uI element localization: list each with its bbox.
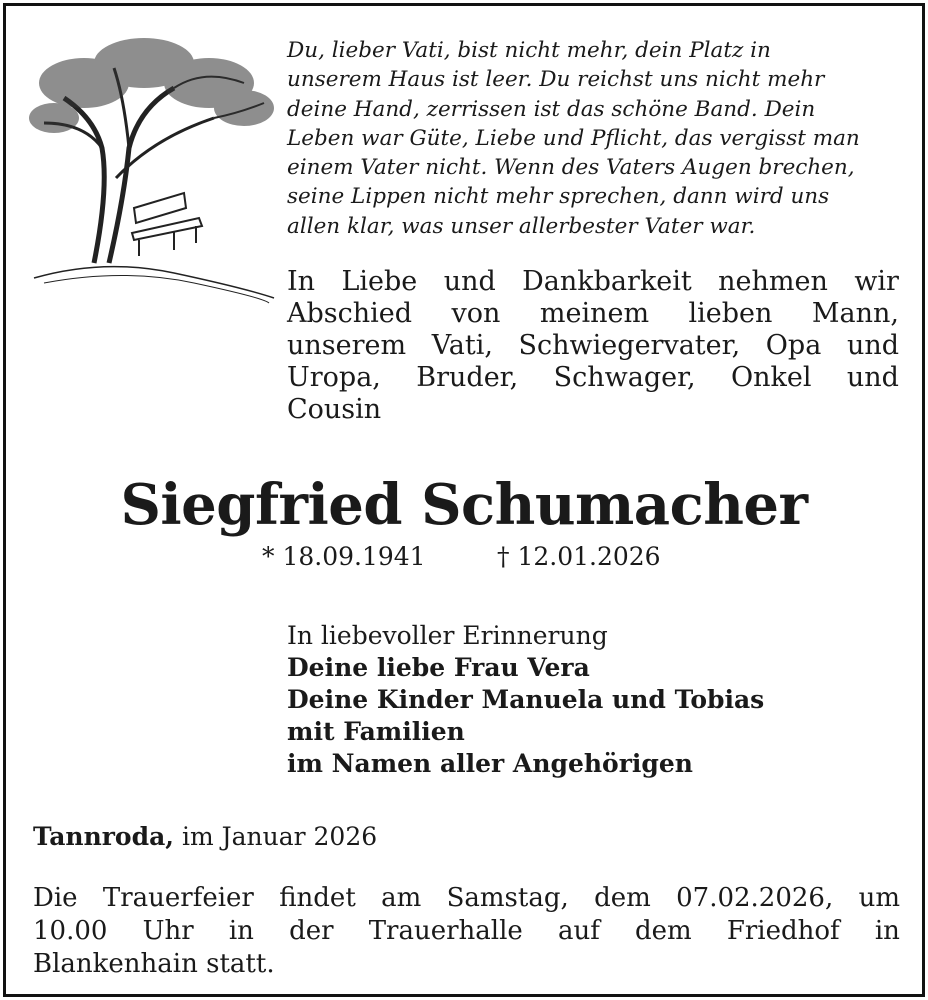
word: Opa [765, 330, 822, 361]
farewell-last-line: Cousin [287, 394, 382, 425]
word: der [289, 916, 334, 946]
signature-line: im Namen aller Angehörigen [287, 749, 693, 778]
word: in [874, 916, 900, 946]
word: 10.00 [33, 916, 108, 946]
word: dem [594, 883, 651, 913]
birth-date: * 18.09.1941 [262, 542, 426, 571]
word: Uropa, [287, 362, 381, 393]
deceased-name: Siegfried Schumacher [120, 472, 808, 538]
word: Abschied [287, 298, 413, 329]
word: Bruder, [416, 362, 519, 393]
signature-line: mit Familien [287, 717, 465, 746]
word: dem [634, 916, 692, 946]
word: und [846, 330, 899, 361]
word: unserem [287, 330, 407, 361]
funeral-service-info [33, 882, 900, 981]
word: Dankbarkeit [522, 266, 692, 297]
poem-line: seine Lippen nicht mehr sprechen, dann wird uns [287, 184, 830, 210]
signature-line: Deine Kinder Manuela und Tobias [287, 685, 765, 714]
tree-and-bench-illustration [24, 28, 278, 308]
farewell-paragraph [287, 266, 899, 426]
farewell-line [287, 330, 899, 362]
month-year: im Januar 2026 [174, 822, 378, 851]
service-line [33, 882, 900, 915]
word: Onkel [731, 362, 812, 393]
word: Samstag, [446, 883, 569, 913]
service-last-line: Blankenhain statt. [33, 949, 275, 979]
poem-line: unserem Haus ist leer. Du reichst uns nicht mehr [287, 67, 825, 93]
signature-line: Deine liebe Frau Vera [287, 653, 590, 682]
word: am [381, 883, 422, 913]
memorial-poem [287, 36, 907, 241]
word: von [451, 298, 501, 329]
farewell-line [287, 266, 899, 298]
word: lieben [688, 298, 773, 329]
word: wir [854, 266, 899, 297]
word: und [846, 362, 899, 393]
word: findet [279, 883, 356, 913]
poem-line: deine Hand, zerrissen ist das schöne Band. Dein [287, 96, 816, 122]
town: Tannroda, [33, 822, 174, 851]
farewell-line [287, 362, 899, 394]
place-and-date [33, 820, 377, 854]
poem-line: allen klar, was unser allerbester Vater war. [287, 213, 756, 239]
word: meinem [539, 298, 650, 329]
word: Die [33, 883, 78, 913]
death-date: † 12.01.2026 [497, 542, 661, 571]
farewell-line [287, 298, 899, 330]
word: Friedhof [726, 916, 840, 946]
poem-line: Leben war Güte, Liebe und Pflicht, das vergisst man [287, 125, 860, 151]
word: Schwager, [553, 362, 696, 393]
word: um [858, 883, 900, 913]
word: Mann, [811, 298, 899, 329]
word: auf [557, 916, 600, 946]
word: Trauerhalle [368, 916, 523, 946]
word: nehmen [718, 266, 828, 297]
word: Schwiegervater, [518, 330, 741, 361]
word: Uhr [142, 916, 194, 946]
word: und [443, 266, 496, 297]
word: Trauerfeier [102, 883, 254, 913]
signature-block [287, 620, 764, 780]
word: In [287, 266, 316, 297]
poem-line: Du, lieber Vati, bist nicht mehr, dein Platz in [287, 38, 771, 63]
signature-intro: In liebevoller Erinnerung [287, 621, 608, 650]
word: 07.02.2026, [676, 883, 834, 913]
word: Vati, [431, 330, 493, 361]
service-line [33, 915, 900, 948]
word: in [228, 916, 254, 946]
poem-line: einem Vater nicht. Wenn des Vaters Augen brechen, [287, 155, 855, 181]
word: Liebe [341, 266, 418, 297]
